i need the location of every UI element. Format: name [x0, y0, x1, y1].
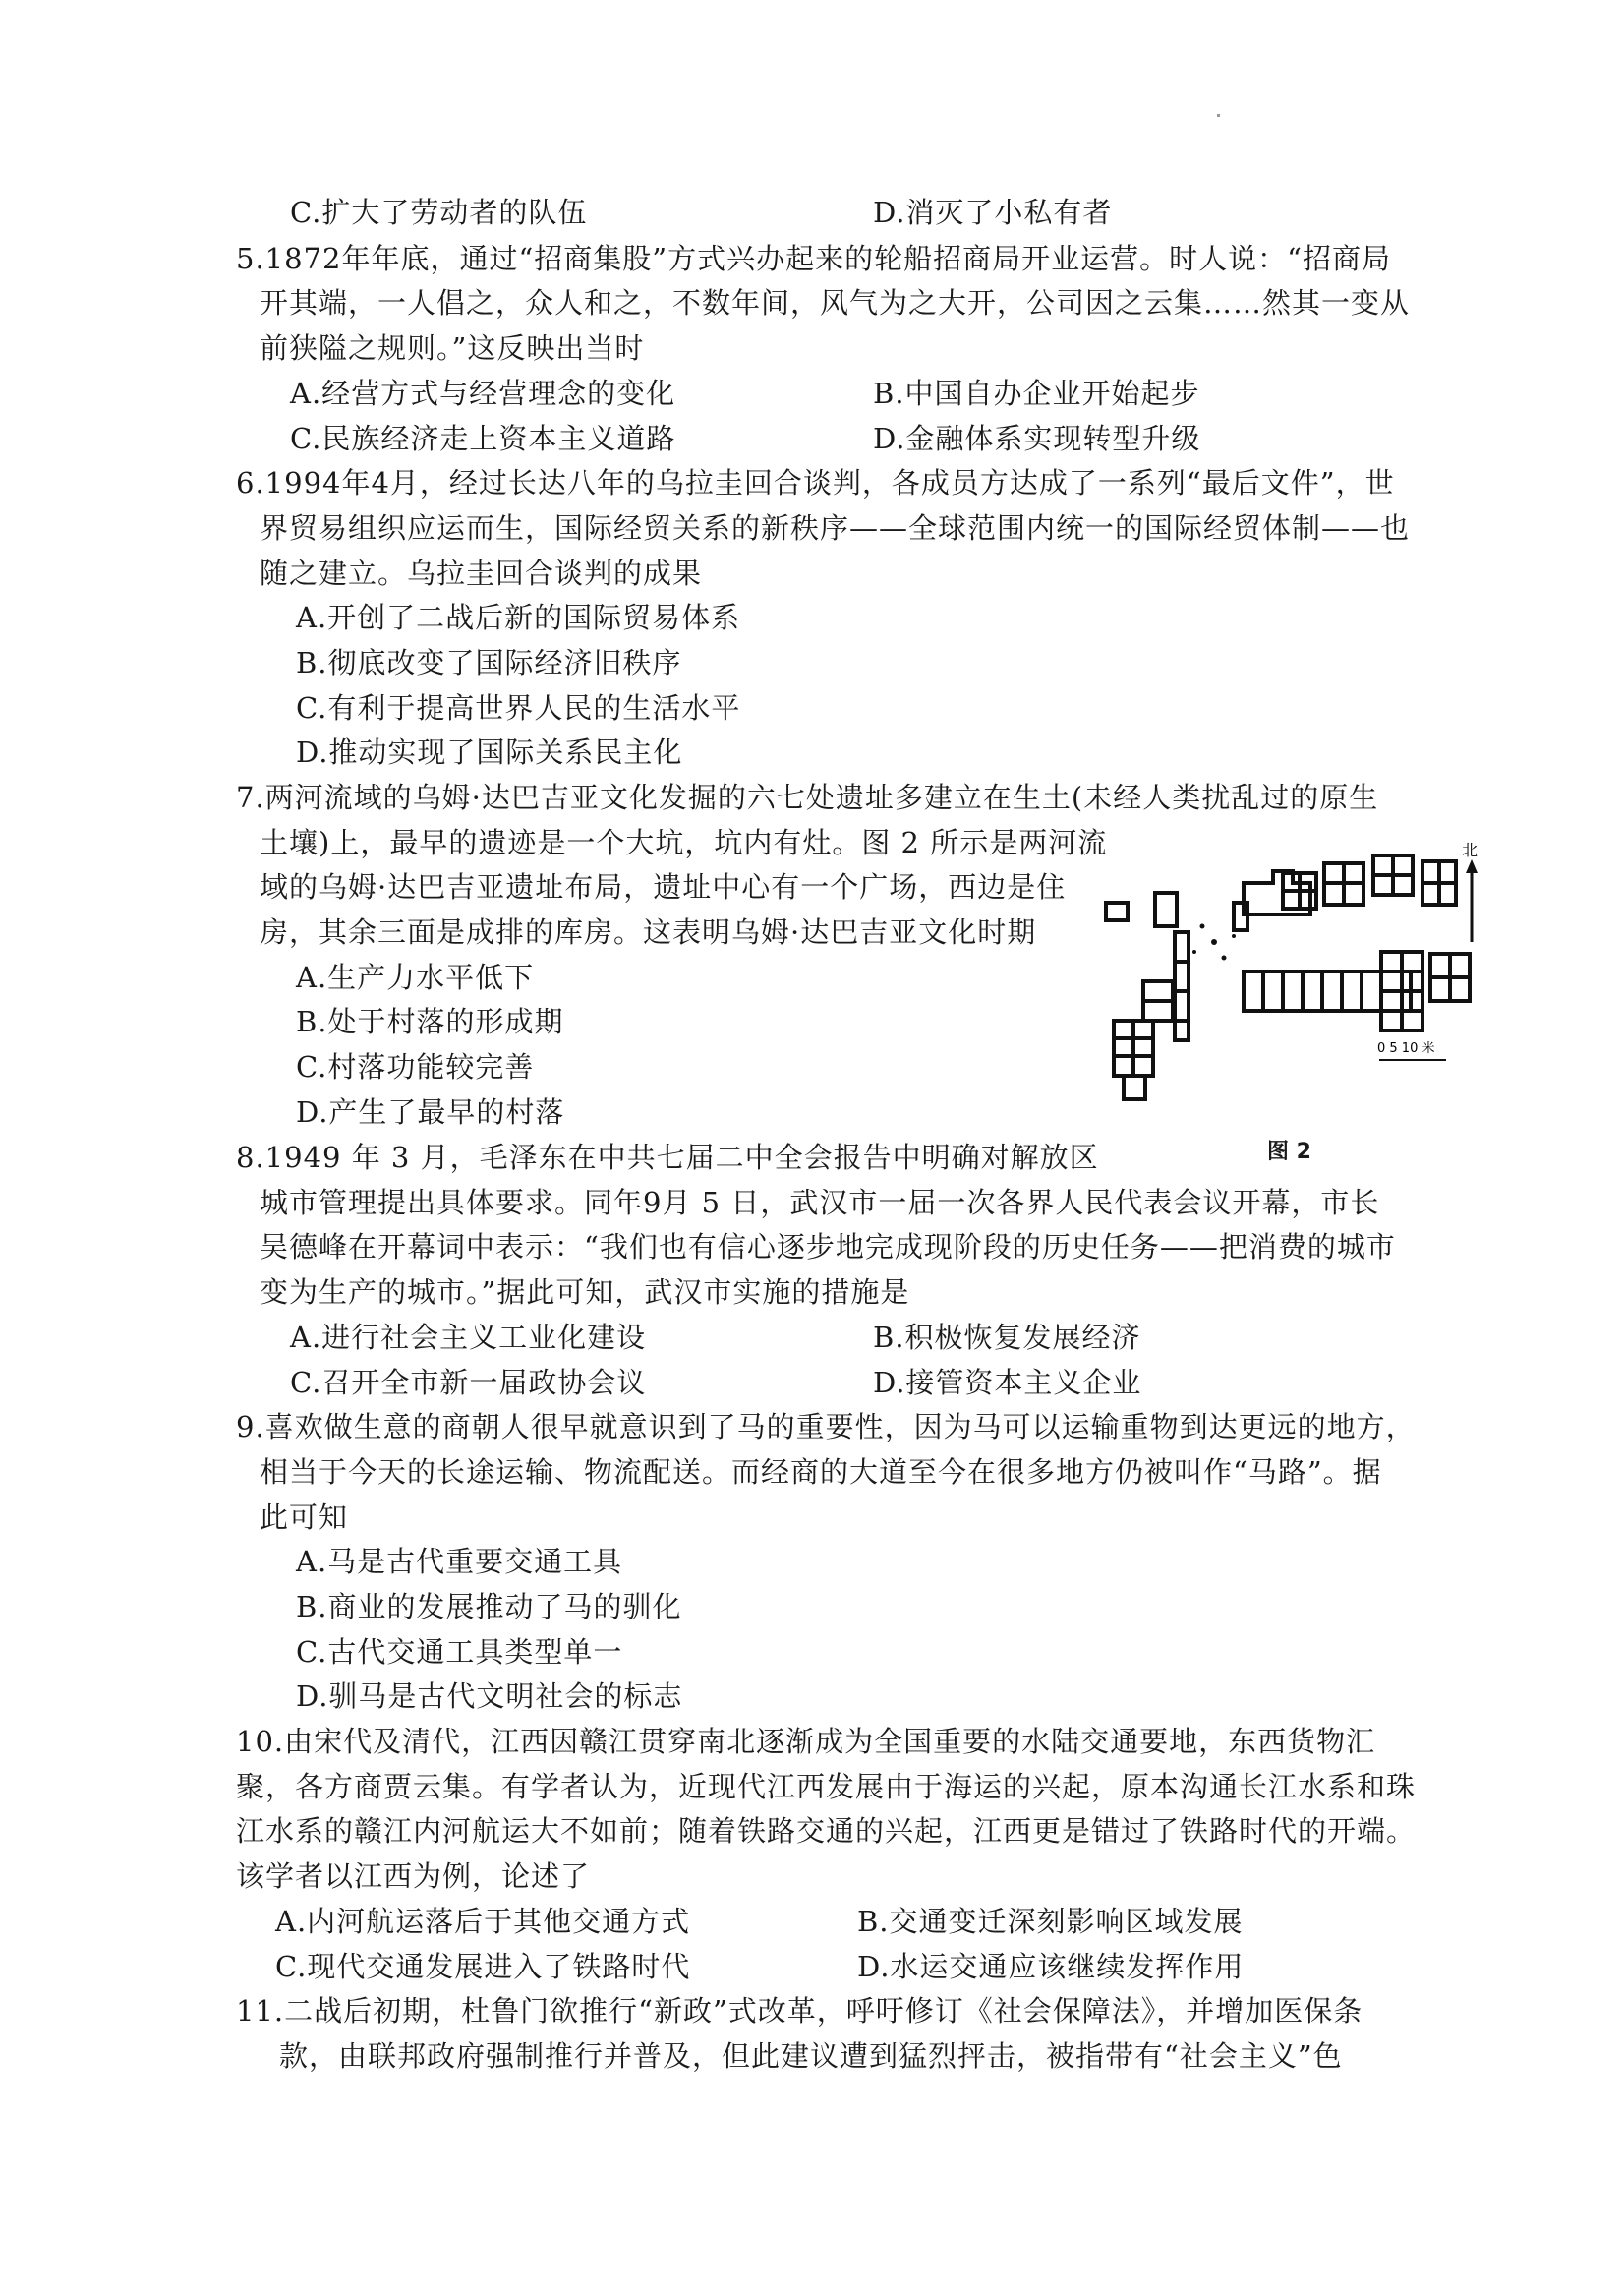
- storeroom-block: [1422, 861, 1456, 905]
- q8-stem-line: 吴德峰在开幕词中表示：“我们也有信心逐步地完成现阶段的历史任务——把消费的城市: [260, 1230, 1396, 1264]
- scale-label: 0 5 10 米: [1377, 1041, 1435, 1056]
- q7-option-a[interactable]: A.生产力水平低下: [296, 961, 535, 994]
- q10-option-d[interactable]: D.水运交通应该继续发挥作用: [857, 1950, 1245, 1983]
- q10-stem-line: 该学者以江西为例，论述了: [236, 1859, 591, 1893]
- q6-stem-line: 随之建立。乌拉圭回合谈判的成果: [260, 557, 703, 590]
- q5-option-a[interactable]: A.经营方式与经营理念的变化: [290, 377, 676, 410]
- q5-stem-line: 前狭隘之规则。”这反映出当时: [260, 331, 645, 365]
- storeroom-block: [1430, 954, 1470, 1001]
- q6-stem-line: 6.1994年4月，经过长达八年的乌拉圭回合谈判，各成员方达成了一系列“最后文件”，世: [236, 466, 1395, 500]
- q7-stem-line: 域的乌姆·达巴吉亚遗址布局，遗址中心有一个广场，西边是住: [260, 870, 1067, 904]
- q7-stem-line: 土壤)上，最早的遗迹是一个大坑，坑内有灶。图 2 所示是两河流: [260, 826, 1108, 859]
- q10-stem-line: 10.由宋代及清代，江西因赣江贯穿南北逐渐成为全国重要的水陆交通要地，东西货物汇: [236, 1725, 1376, 1758]
- q5-option-d[interactable]: D.金融体系实现转型升级: [873, 422, 1201, 455]
- q8-stem-line: 8.1949 年 3 月，毛泽东在中共七届二中全会报告中明确对解放区: [236, 1141, 1099, 1174]
- q7-stem-line: 房，其余三面是成排的库房。这表明乌姆·达巴吉亚文化时期: [260, 915, 1037, 949]
- q4-option-c[interactable]: C.扩大了劳动者的队伍: [290, 196, 588, 229]
- q5-option-b[interactable]: B.中国自办企业开始起步: [873, 377, 1200, 410]
- north-label: 北: [1462, 841, 1479, 859]
- q6-option-a[interactable]: A.开创了二战后新的国际贸易体系: [296, 601, 741, 634]
- q10-option-c[interactable]: C.现代交通发展进入了铁路时代: [275, 1950, 691, 1983]
- q8-stem-line: 变为生产的城市。”据此可知，武汉市实施的措施是: [260, 1275, 910, 1309]
- q8-option-a[interactable]: A.进行社会主义工业化建设: [290, 1321, 647, 1354]
- storeroom-dividers: [1263, 971, 1381, 1011]
- q6-option-c[interactable]: C.有利于提高世界人民的生活水平: [296, 691, 741, 725]
- q5-option-c[interactable]: C.民族经济走上资本主义道路: [290, 422, 676, 455]
- q10-stem-line: 江水系的赣江内河航运大不如前；随着铁路交通的兴起，江西更是错过了铁路时代的开端。: [236, 1814, 1417, 1848]
- q6-stem-line: 界贸易组织应运而生，国际经贸关系的新秩序——全球范围内统一的国际经贸体制——也: [260, 511, 1411, 545]
- q11-stem-line: 款，由联邦政府强制推行并普及，但此建议遭到猛烈抨击，被指带有“社会主义”色: [279, 2039, 1343, 2073]
- q6-option-b[interactable]: B.彻底改变了国际经济旧秩序: [296, 646, 682, 679]
- q7-option-d[interactable]: D.产生了最早的村落: [296, 1095, 565, 1129]
- q11-stem-line: 11.二战后初期，杜鲁门欲推行“新政”式改革，呼吁修订《社会保障法》，并增加医保条: [236, 1994, 1363, 2028]
- q9-option-d[interactable]: D.驯马是古代文明社会的标志: [296, 1679, 683, 1713]
- house-block: [1155, 893, 1177, 926]
- q5-stem-line: 开其端，一人倡之，众人和之，不数年间，风气为之大开，公司因之云集……然其一变从: [260, 286, 1411, 320]
- q9-option-a[interactable]: A.马是古代重要交通工具: [296, 1545, 623, 1578]
- q9-stem-line: 此可知: [260, 1501, 349, 1534]
- q10-option-a[interactable]: A.内河航运落后于其他交通方式: [275, 1905, 691, 1938]
- q6-option-d[interactable]: D.推动实现了国际关系民主化: [296, 736, 683, 769]
- scan-speck: [1217, 114, 1220, 117]
- q9-stem-line: 9.喜欢做生意的商朝人很早就意识到了马的重要性，因为马可以运输重物到达更远的地方，: [236, 1410, 1416, 1443]
- q9-option-c[interactable]: C.古代交通工具类型单一: [296, 1635, 623, 1669]
- q7-stem-line: 7.两河流域的乌姆·达巴吉亚文化发掘的六七处遗址多建立在生土(未经人类扰乱过的原生: [236, 781, 1379, 814]
- q10-stem-line: 聚，各方商贾云集。有学者认为，近现代江西发展由于海运的兴起，原本沟通长江水系和珠: [236, 1770, 1417, 1803]
- q7-option-c[interactable]: C.村落功能较完善: [296, 1050, 535, 1084]
- q8-option-b[interactable]: B.积极恢复发展经济: [873, 1321, 1141, 1354]
- q9-stem-line: 相当于今天的长途运输、物流配送。而经商的大道至今在很多地方仍被叫作“马路”。据: [260, 1455, 1382, 1489]
- q7-option-b[interactable]: B.处于村落的形成期: [296, 1005, 564, 1038]
- q5-stem-line: 5.1872年年底，通过“招商集股”方式兴办起来的轮船招商局开业运营。时人说：“招商局: [236, 242, 1391, 275]
- q10-option-b[interactable]: B.交通变迁深刻影响区域发展: [857, 1905, 1244, 1938]
- storeroom-block: [1381, 952, 1422, 1030]
- q9-option-b[interactable]: B.商业的发展推动了马的驯化: [296, 1590, 682, 1623]
- figure-caption: 图 2: [1267, 1140, 1311, 1164]
- storeroom-block: [1324, 863, 1363, 905]
- storeroom-block: [1373, 855, 1413, 895]
- house-block: [1143, 981, 1173, 1021]
- q8-option-d[interactable]: D.接管资本主义企业: [873, 1366, 1142, 1399]
- house-row: [1175, 932, 1189, 1040]
- site-plan-figure: [1096, 834, 1489, 1119]
- q8-stem-line: 城市管理提出具体要求。同年9月 5 日，武汉市一届一次各界人民代表会议开幕，市长: [260, 1186, 1380, 1219]
- house-block: [1106, 903, 1128, 920]
- house-block: [1114, 1021, 1153, 1076]
- q8-option-c[interactable]: C.召开全市新一届政协会议: [290, 1366, 647, 1399]
- house-block: [1124, 1076, 1145, 1099]
- q4-option-d[interactable]: D.消灭了小私有者: [873, 196, 1113, 229]
